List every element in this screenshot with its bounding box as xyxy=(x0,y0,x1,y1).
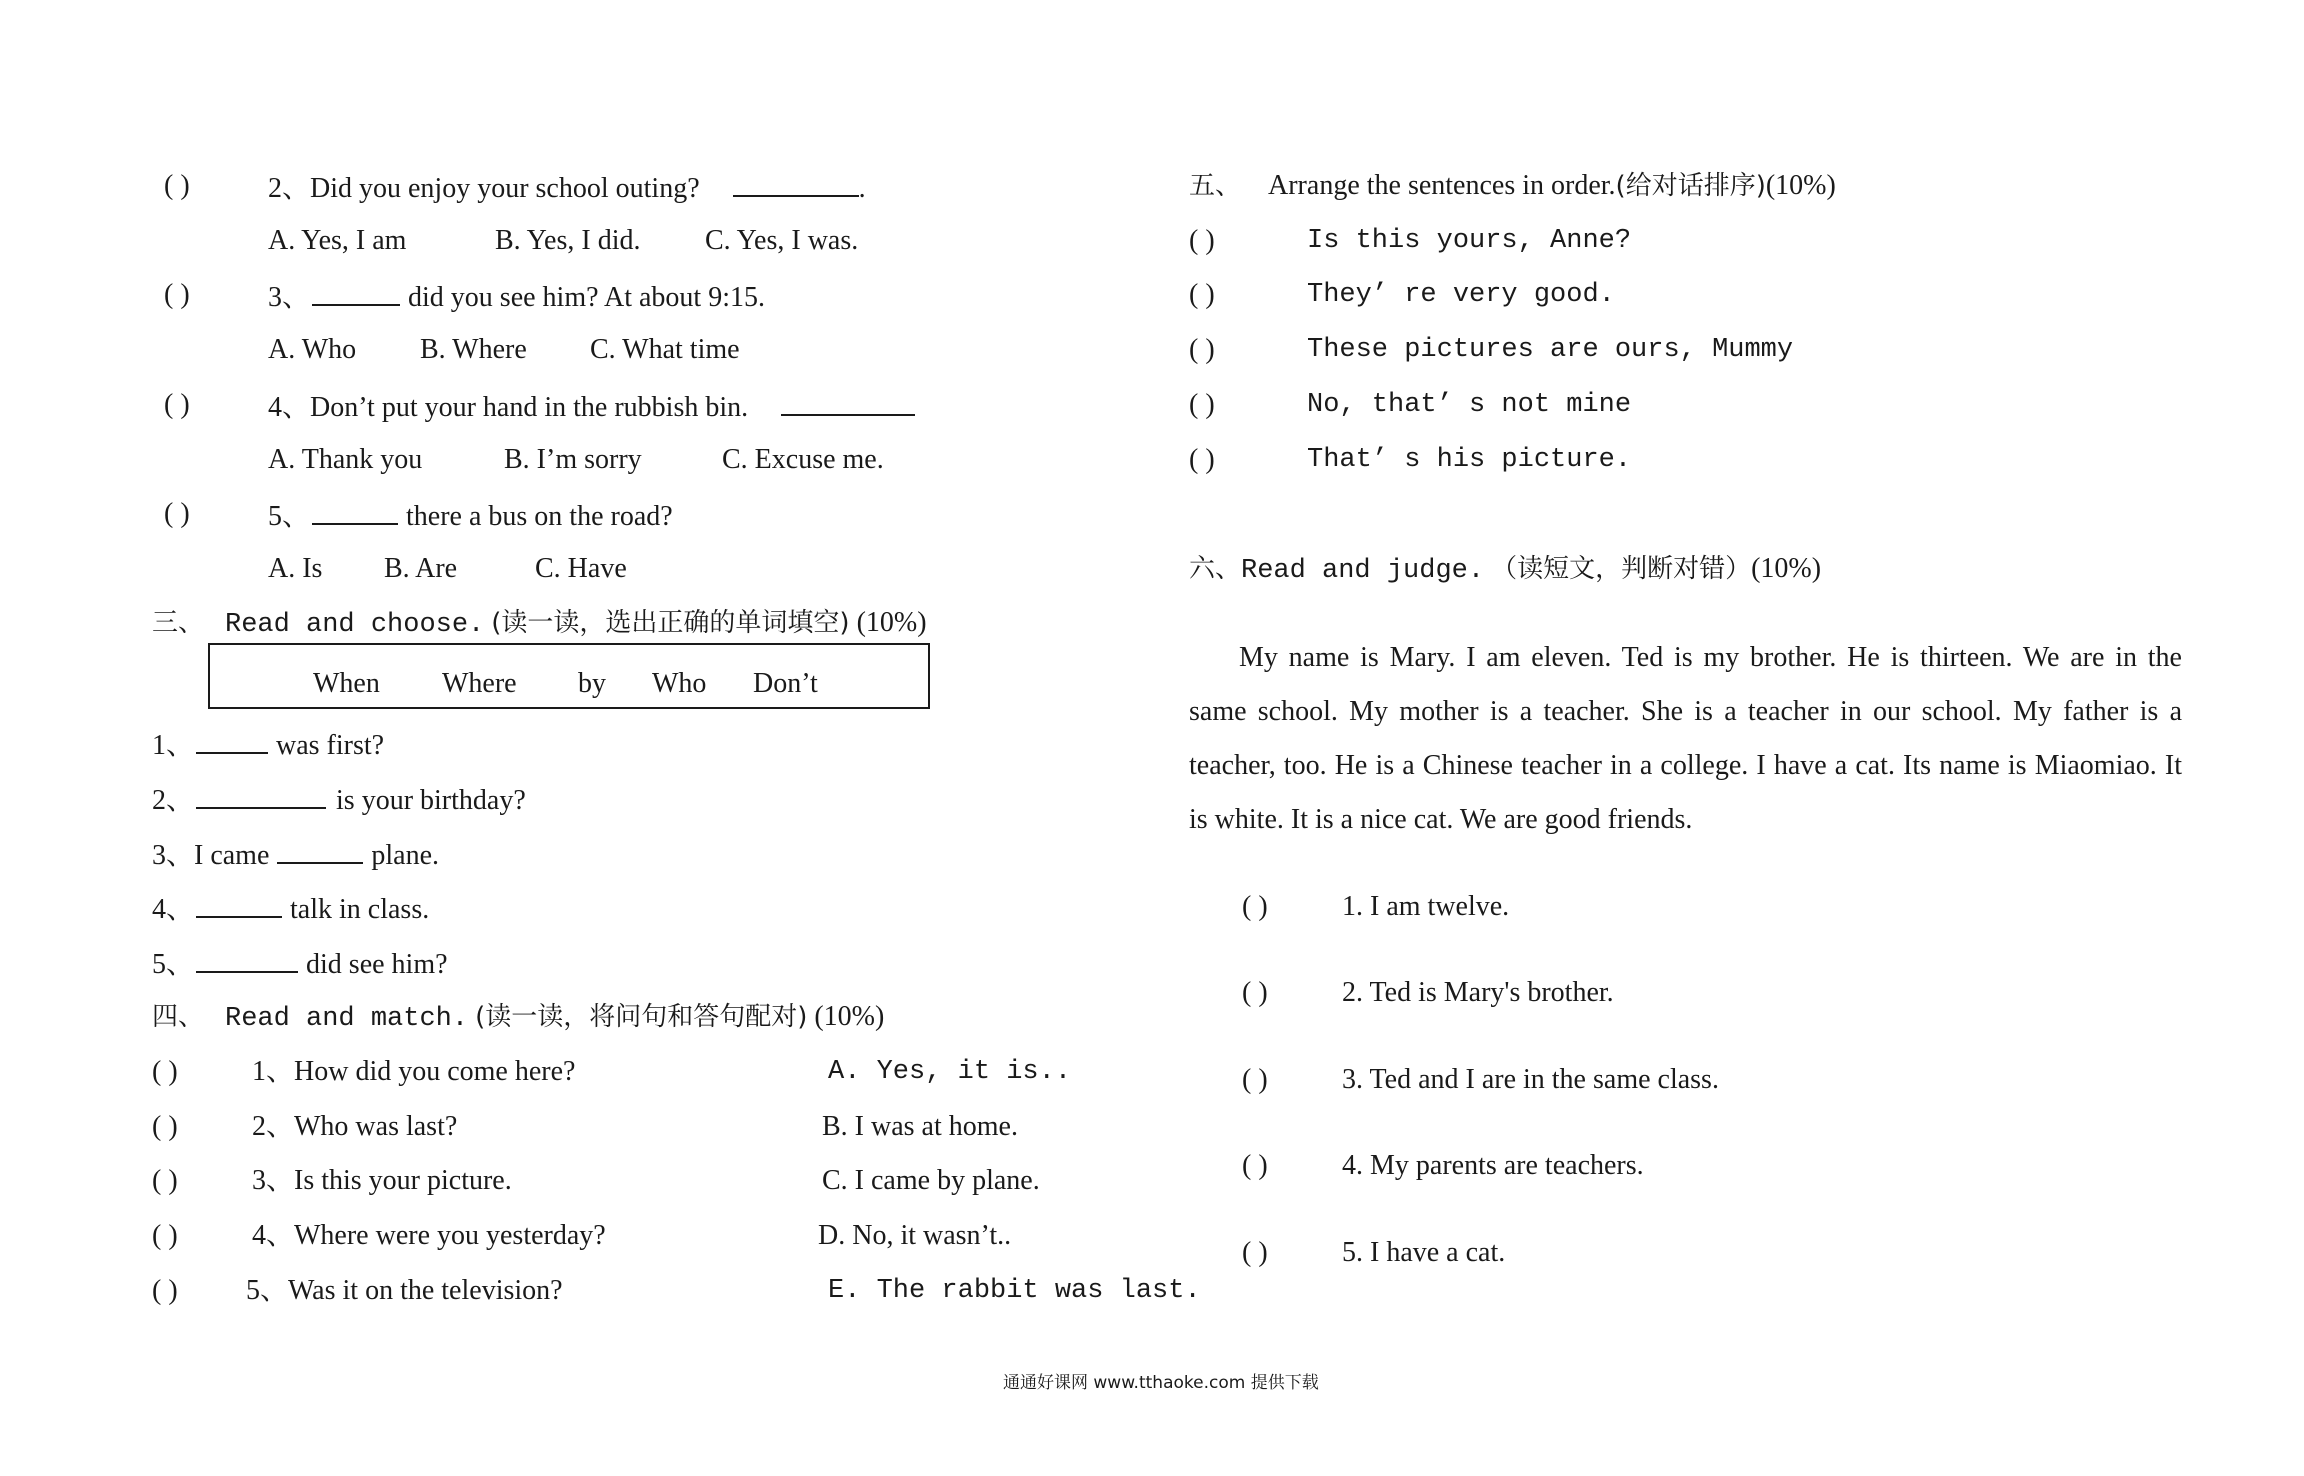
match-answer-d: D. No, it wasn’t.. xyxy=(818,1220,1012,1251)
word-by: by xyxy=(578,668,606,699)
page-footer: 通通好课网 www.tthaoke.com 提供下载 xyxy=(1003,1373,1319,1393)
q2-option-b: B. Yes, I did. xyxy=(495,225,641,256)
q4-option-a: A. Thank you xyxy=(268,444,423,475)
q2-text xyxy=(268,169,866,206)
match-question-1: 1、How did you come here? xyxy=(252,1056,576,1087)
q2-paren[interactable]: ( ) xyxy=(164,170,190,201)
q3-option-c: C. What time xyxy=(590,334,740,365)
q5-option-a: A. Is xyxy=(268,553,323,584)
order-sentence-3: These pictures are ours, Mummy xyxy=(1307,335,1794,365)
section5-title-cn: (给对话排序) xyxy=(1615,171,1766,201)
section3-title-cn: (读一读，选出正确的单词填空) xyxy=(491,608,850,638)
order-sentence-2: They’ re very good. xyxy=(1307,280,1615,310)
reading-passage: My name is Mary. I am eleven. Ted is my brother. He is thirteen. We are in the same school. My mother is a teacher. She is a teacher in our school. My father is a teacher, too. He is a Chinese teacher in a college. I have a cat. Its name is Miaomiao. It is white. It is a nice cat. We are good friends. xyxy=(1189,642,2182,835)
q5-paren[interactable]: ( ) xyxy=(164,498,190,529)
fill-item-1-blank[interactable] xyxy=(196,726,268,754)
q5-text xyxy=(268,497,673,534)
word-who: Who xyxy=(652,668,707,699)
section6-title: Read and judge. xyxy=(1241,556,1485,586)
match-paren-5[interactable]: ( ) xyxy=(152,1275,178,1306)
q2-blank[interactable] xyxy=(733,169,859,197)
q3-text xyxy=(268,278,765,315)
section5-percent: (10%) xyxy=(1765,170,1836,201)
q2-option-a: A. Yes, I am xyxy=(268,225,407,256)
match-answer-e: E. The rabbit was last. xyxy=(828,1276,1201,1306)
section4-title-cn: (读一读，将问句和答句配对) xyxy=(475,1002,808,1032)
judge-statement-2: 2. Ted is Mary's brother. xyxy=(1342,977,1614,1008)
match-paren-2[interactable]: ( ) xyxy=(152,1111,178,1142)
fill-item-4-pre: 4、 xyxy=(152,894,195,925)
match-paren-1[interactable]: ( ) xyxy=(152,1056,178,1087)
section6-number: 六、 xyxy=(1189,554,1242,584)
q3-paren[interactable]: ( ) xyxy=(164,279,190,310)
section4-percent: (10%) xyxy=(814,1001,885,1032)
q4-question: 4、Don’t put your hand in the rubbish bin. xyxy=(268,392,749,423)
fill-item-5-post: did see him? xyxy=(306,949,448,980)
judge-statement-5: 5. I have a cat. xyxy=(1342,1237,1506,1268)
section5-title: Arrange the sentences in order. xyxy=(1268,170,1616,201)
q4-text xyxy=(268,388,915,425)
match-paren-4[interactable]: ( ) xyxy=(152,1220,178,1251)
q5-option-b: B. Are xyxy=(384,553,458,584)
judge-paren-5[interactable]: ( ) xyxy=(1242,1237,1268,1268)
q4-blank[interactable] xyxy=(781,388,915,416)
q2-end: . xyxy=(858,173,866,204)
order-sentence-4: No, that’ s not mine xyxy=(1307,390,1632,420)
order-sentence-5: That’ s his picture. xyxy=(1307,445,1632,475)
word-where: Where xyxy=(442,668,517,699)
fill-item-3 xyxy=(152,836,439,873)
order-paren-2[interactable]: ( ) xyxy=(1189,279,1215,310)
judge-statement-1: 1. I am twelve. xyxy=(1342,891,1510,922)
fill-item-4-blank[interactable] xyxy=(196,890,282,918)
match-answer-b: B. I was at home. xyxy=(822,1111,1018,1142)
fill-item-2-post: is your birthday? xyxy=(336,785,526,816)
match-paren-3[interactable]: ( ) xyxy=(152,1165,178,1196)
fill-item-1-pre: 1、 xyxy=(152,730,195,761)
fill-item-5-pre: 5、 xyxy=(152,949,195,980)
section4-heading xyxy=(152,1000,884,1036)
judge-paren-4[interactable]: ( ) xyxy=(1242,1150,1268,1181)
q4-option-c: C. Excuse me. xyxy=(722,444,884,475)
section6-percent: (10%) xyxy=(1751,553,1822,584)
fill-item-3-post: plane. xyxy=(371,840,440,871)
match-answer-c: C. I came by plane. xyxy=(822,1165,1040,1196)
fill-item-2-blank[interactable] xyxy=(196,781,326,809)
fill-item-1-post: was first? xyxy=(276,730,385,761)
judge-paren-1[interactable]: ( ) xyxy=(1242,891,1268,922)
q3-option-a: A. Who xyxy=(268,334,357,365)
fill-item-2-pre: 2、 xyxy=(152,785,195,816)
match-answer-a: A. Yes, it is.. xyxy=(828,1057,1072,1087)
q5-prefix: 5、 xyxy=(268,501,311,532)
section6-heading xyxy=(1189,552,1821,588)
judge-statement-3: 3. Ted and I are in the same class. xyxy=(1342,1064,1719,1095)
q5-question: there a bus on the road? xyxy=(406,501,673,532)
section4-number: 四、 xyxy=(152,1002,205,1032)
order-paren-5[interactable]: ( ) xyxy=(1189,444,1215,475)
section5-number: 五、 xyxy=(1189,171,1242,201)
order-paren-1[interactable]: ( ) xyxy=(1189,225,1215,256)
q4-option-b: B. I’m sorry xyxy=(504,444,642,475)
section3-percent: (10%) xyxy=(856,607,927,638)
section3-number: 三、 xyxy=(152,608,205,638)
fill-item-5-blank[interactable] xyxy=(196,945,298,973)
fill-item-5 xyxy=(152,945,448,982)
q3-option-b: B. Where xyxy=(420,334,527,365)
judge-statement-4: 4. My parents are teachers. xyxy=(1342,1150,1644,1181)
q3-prefix: 3、 xyxy=(268,282,311,313)
fill-item-4 xyxy=(152,890,429,927)
order-paren-4[interactable]: ( ) xyxy=(1189,389,1215,420)
fill-item-4-post: talk in class. xyxy=(290,894,430,925)
fill-item-2 xyxy=(152,781,526,818)
match-question-3: 3、Is this your picture. xyxy=(252,1165,512,1196)
q4-paren[interactable]: ( ) xyxy=(164,389,190,420)
section3-heading xyxy=(152,606,927,642)
match-question-2: 2、Who was last? xyxy=(252,1111,458,1142)
q2-question: 2、Did you enjoy your school outing? xyxy=(268,173,700,204)
order-sentence-1: Is this yours, Anne? xyxy=(1307,226,1632,256)
section3-title: Read and choose. xyxy=(225,610,485,640)
section5-heading xyxy=(1189,169,1836,203)
match-question-5: 5、Was it on the television? xyxy=(246,1275,563,1306)
match-question-4: 4、Where were you yesterday? xyxy=(252,1220,606,1251)
order-paren-3[interactable]: ( ) xyxy=(1189,334,1215,365)
word-dont: Don’t xyxy=(753,668,818,699)
fill-item-3-pre: 3、I came xyxy=(152,840,270,871)
word-when: When xyxy=(313,668,380,699)
fill-item-3-blank[interactable] xyxy=(277,836,363,864)
q5-option-c: C. Have xyxy=(535,553,627,584)
fill-item-1 xyxy=(152,726,384,763)
q2-option-c: C. Yes, I was. xyxy=(705,225,859,256)
q3-question: did you see him? At about 9:15. xyxy=(408,282,765,313)
section6-title-cn: （读短文，判断对错） xyxy=(1491,554,1752,584)
judge-paren-2[interactable]: ( ) xyxy=(1242,977,1268,1008)
judge-paren-3[interactable]: ( ) xyxy=(1242,1064,1268,1095)
q5-blank[interactable] xyxy=(312,497,398,525)
q3-blank[interactable] xyxy=(312,278,400,306)
section4-title: Read and match. xyxy=(225,1004,469,1034)
